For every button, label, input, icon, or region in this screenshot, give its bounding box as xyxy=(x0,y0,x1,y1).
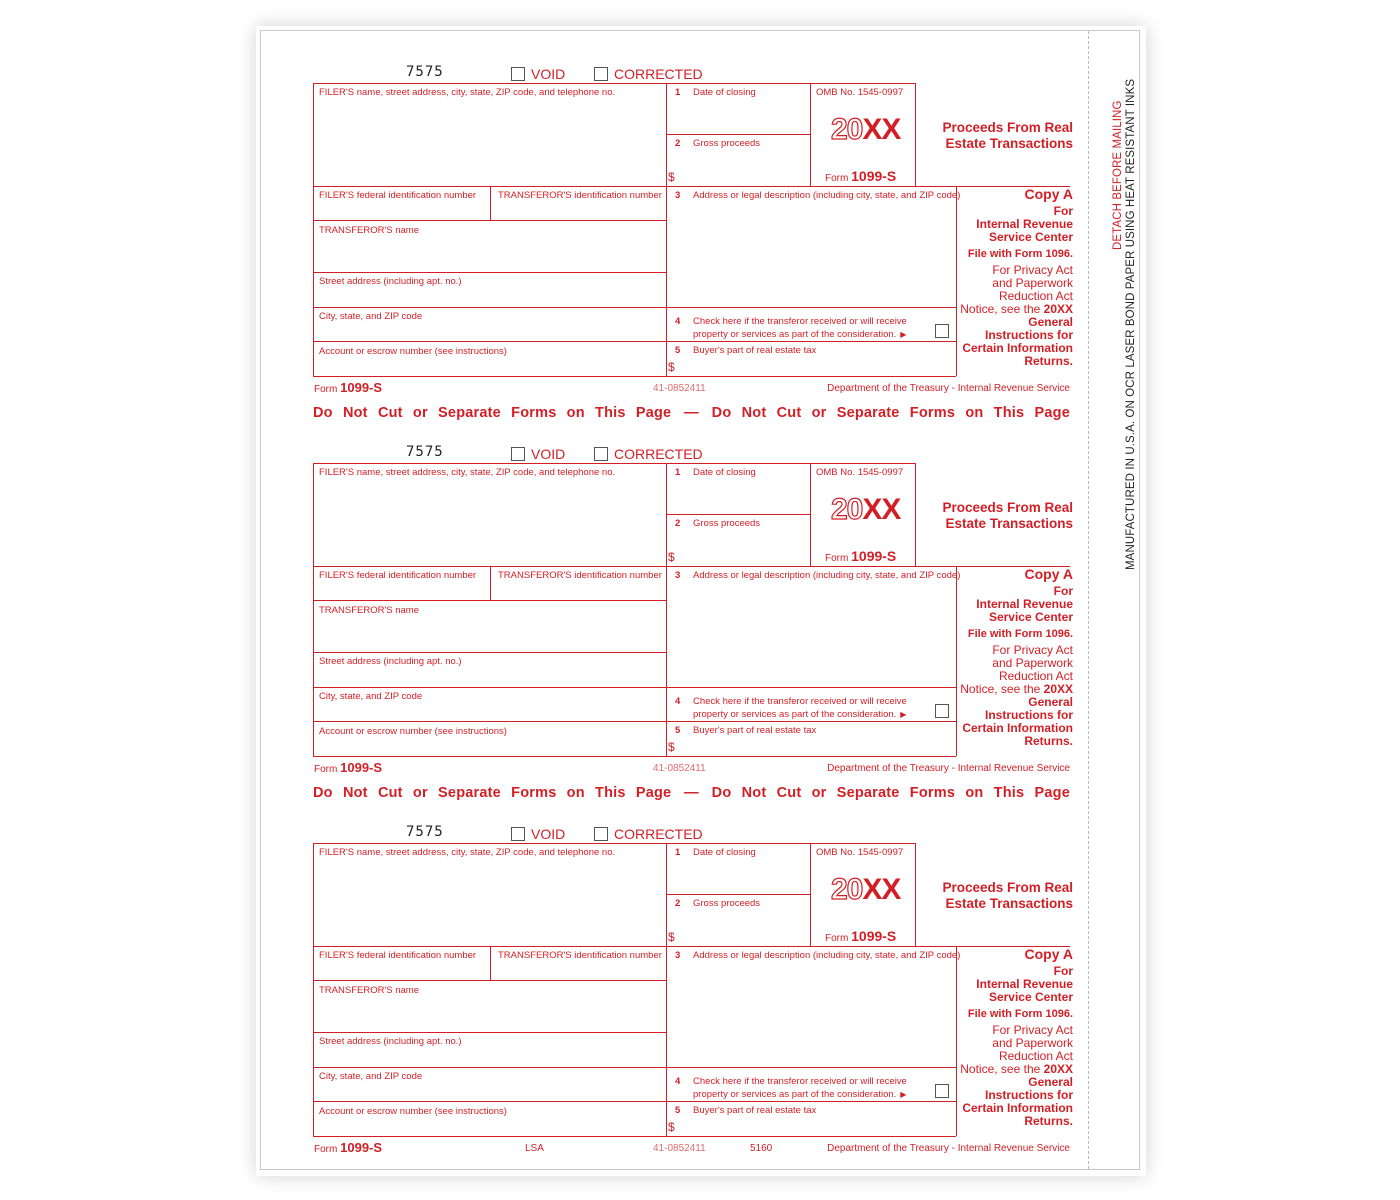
filer-name-label: FILER'S name, street address, city, state, ZIP code, and telephone no. xyxy=(319,847,616,858)
box4-label-line-2 xyxy=(693,1089,906,1100)
box5-number: 5 xyxy=(675,725,681,736)
box3-label xyxy=(675,950,960,961)
privacy-line-1: For Privacy Act xyxy=(992,643,1073,657)
copy-irs-line-2: Service Center xyxy=(988,610,1073,624)
box5-dollar-sign: $ xyxy=(668,740,675,754)
city-state-zip-label: City, state, and ZIP code xyxy=(319,311,423,322)
do-not-cut-left: Do Not Cut or Separate Forms on This Page xyxy=(313,785,672,801)
city-state-zip-label: City, state, and ZIP code xyxy=(319,1071,423,1082)
rule xyxy=(666,514,810,515)
footer-form-number xyxy=(314,380,382,395)
city-state-zip-label: City, state, and ZIP code xyxy=(319,691,423,702)
rule xyxy=(313,1032,666,1033)
box4-checkbox[interactable] xyxy=(935,704,949,718)
privacy-line-7: Certain Information xyxy=(962,341,1073,355)
form-number: 1099-S xyxy=(851,548,897,564)
box4-number: 4 xyxy=(675,1076,681,1087)
tax-year xyxy=(831,493,900,527)
file-with-form: File with Form 1096. xyxy=(967,628,1073,640)
box1-text: Date of closing xyxy=(693,847,756,858)
footer-form-id: 1099-S xyxy=(340,380,383,395)
do-not-cut-notice xyxy=(313,405,1070,421)
rule xyxy=(810,83,811,186)
rule xyxy=(810,463,811,566)
rule xyxy=(313,1067,956,1068)
form-word: Form xyxy=(825,553,849,564)
void-label: VOID xyxy=(531,66,566,82)
title-line-2: Estate Transactions xyxy=(945,136,1073,151)
box5-number: 5 xyxy=(675,1105,681,1116)
corrected-label: CORRECTED xyxy=(614,446,703,462)
footer-form-word: Form xyxy=(314,384,338,395)
box3-text: Address or legal description (including city, state, and ZIP code) xyxy=(693,570,961,581)
privacy-line-6: Instructions for xyxy=(984,328,1073,342)
rule xyxy=(956,566,957,756)
transferor-id-label: TRANSFEROR'S identification number xyxy=(498,570,662,581)
footer-catalog-number: 41-0852411 xyxy=(653,763,706,774)
copy-a-block xyxy=(960,188,1073,368)
copy-irs-line-2: Service Center xyxy=(988,230,1073,244)
filer-id-label: FILER'S federal identification number xyxy=(319,190,477,201)
box4-text-1: Check here if the transferor received or will receive xyxy=(693,696,907,707)
form-title xyxy=(942,880,1073,912)
form-word: Form xyxy=(825,173,849,184)
footer-form-id: 1099-S xyxy=(340,760,383,775)
copy-irs-line-1: Internal Revenue xyxy=(976,217,1073,231)
rule xyxy=(490,186,491,220)
box5-dollar-sign: $ xyxy=(668,360,675,374)
footer-catalog-number: 41-0852411 xyxy=(653,383,706,394)
privacy-line-5: General xyxy=(1028,695,1073,709)
account-number-label: Account or escrow number (see instructions) xyxy=(319,1106,507,1117)
arrow-right-icon: ▶ xyxy=(900,710,907,719)
title-line-1: Proceeds From Real xyxy=(942,500,1073,515)
footer-form-word: Form xyxy=(314,1144,338,1155)
form-number: 1099-S xyxy=(851,928,897,944)
box4-text-2: property or services as part of the consideration. xyxy=(693,709,897,720)
box4-label xyxy=(675,316,907,327)
privacy-notice-text: Notice, see the xyxy=(960,302,1041,316)
privacy-line-8: Returns. xyxy=(1024,1114,1073,1128)
rule xyxy=(666,843,667,1136)
privacy-line-6: Instructions for xyxy=(984,1088,1073,1102)
rule xyxy=(313,1101,956,1102)
footer-form-number xyxy=(314,760,382,775)
rule xyxy=(490,946,491,980)
do-not-cut-notice xyxy=(313,785,1070,801)
corrected-checkbox[interactable] xyxy=(594,447,608,461)
box5-dollar-sign: $ xyxy=(668,1120,675,1134)
title-line-2: Estate Transactions xyxy=(945,896,1073,911)
privacy-line-8: Returns. xyxy=(1024,354,1073,368)
copy-a-title: Copy A xyxy=(1024,566,1073,582)
transferor-name-label: TRANSFEROR'S name xyxy=(319,605,420,616)
box2-label xyxy=(675,898,760,909)
rule xyxy=(810,843,811,946)
filer-id-label: FILER'S federal identification number xyxy=(319,570,477,581)
footer-catalog-number: 41-0852411 xyxy=(653,1143,706,1154)
privacy-year: 20XX xyxy=(1043,1062,1073,1076)
corrected-label: CORRECTED xyxy=(614,826,703,842)
account-number-label: Account or escrow number (see instructions) xyxy=(319,726,507,737)
rule xyxy=(666,134,810,135)
rule xyxy=(666,894,810,895)
copy-irs-line-2: Service Center xyxy=(988,990,1073,1004)
box4-number: 4 xyxy=(675,316,681,327)
rule xyxy=(490,566,491,600)
corrected-checkbox[interactable] xyxy=(594,67,608,81)
form-1099s-2 xyxy=(313,444,1073,793)
box3-text: Address or legal description (including city, state, and ZIP code) xyxy=(693,190,961,201)
box2-label xyxy=(675,518,760,529)
box4-label-line-2 xyxy=(693,709,906,720)
do-not-cut-dash: — xyxy=(684,785,699,801)
box4-number: 4 xyxy=(675,696,681,707)
box2-label xyxy=(675,138,760,149)
transferor-name-label: TRANSFEROR'S name xyxy=(319,985,420,996)
void-checkbox[interactable] xyxy=(511,67,525,81)
rule xyxy=(313,341,956,342)
box3-label xyxy=(675,190,960,201)
title-line-1: Proceeds From Real xyxy=(942,120,1073,135)
copy-a-block xyxy=(960,948,1073,1128)
perforation-line xyxy=(1088,31,1089,1169)
footer-department: Department of the Treasury - Internal Revenue Service xyxy=(827,383,1070,394)
box5-text: Buyer's part of real estate tax xyxy=(693,1105,817,1116)
do-not-cut-dash: — xyxy=(684,405,699,421)
privacy-notice-text: Notice, see the xyxy=(960,682,1041,696)
footer-form-id: 1099-S xyxy=(340,1140,383,1155)
box3-number: 3 xyxy=(675,190,681,201)
box1-label xyxy=(675,467,756,478)
year-suffix: XX xyxy=(862,493,901,526)
privacy-notice-text: Notice, see the xyxy=(960,1062,1041,1076)
footer-code: 5160 xyxy=(750,1143,773,1154)
void-checkbox[interactable] xyxy=(511,447,525,461)
box4-label xyxy=(675,1076,907,1087)
box4-label xyxy=(675,696,907,707)
rule xyxy=(313,721,956,722)
transferor-id-label: TRANSFEROR'S identification number xyxy=(498,190,662,201)
box5-label xyxy=(675,345,816,356)
rule xyxy=(915,83,916,186)
street-address-label: Street address (including apt. no.) xyxy=(319,656,462,667)
rule xyxy=(313,463,915,464)
box4-checkbox[interactable] xyxy=(935,324,949,338)
privacy-line-1: For Privacy Act xyxy=(992,1023,1073,1037)
rule xyxy=(666,83,667,376)
form-word: Form xyxy=(825,933,849,944)
form-title xyxy=(942,500,1073,532)
corrected-label: CORRECTED xyxy=(614,66,703,82)
filer-name-label: FILER'S name, street address, city, state, ZIP code, and telephone no. xyxy=(319,87,616,98)
rule xyxy=(313,220,666,221)
copy-for: For xyxy=(1053,964,1073,978)
file-with-form: File with Form 1096. xyxy=(967,248,1073,260)
transferor-name-label: TRANSFEROR'S name xyxy=(319,225,420,236)
form-1099s-1 xyxy=(313,64,1073,413)
privacy-line-6: Instructions for xyxy=(984,708,1073,722)
void-label: VOID xyxy=(531,446,566,462)
form-number: 1099-S xyxy=(851,168,897,184)
copy-for: For xyxy=(1053,204,1073,218)
void-checkbox[interactable] xyxy=(511,827,525,841)
omb-number: OMB No. 1545-0997 xyxy=(816,87,904,98)
arrow-right-icon: ▶ xyxy=(900,330,907,339)
rule xyxy=(313,376,956,377)
tax-year xyxy=(831,113,900,147)
box2-dollar-sign: $ xyxy=(668,170,675,184)
privacy-line-2: and Paperwork xyxy=(992,1036,1073,1050)
box2-text: Gross proceeds xyxy=(693,898,761,909)
rule xyxy=(313,600,666,601)
form-title xyxy=(942,120,1073,152)
year-prefix: 20 xyxy=(831,873,863,906)
box5-text: Buyer's part of real estate tax xyxy=(693,725,817,736)
privacy-line-7: Certain Information xyxy=(962,1101,1073,1115)
rule xyxy=(666,463,667,756)
box2-text: Gross proceeds xyxy=(693,138,761,149)
title-line-2: Estate Transactions xyxy=(945,516,1073,531)
rule xyxy=(313,652,666,653)
privacy-line-2: and Paperwork xyxy=(992,276,1073,290)
form-code: 7575 xyxy=(406,444,444,460)
rule xyxy=(313,687,956,688)
box2-number: 2 xyxy=(675,518,681,529)
form-1099s-3 xyxy=(313,824,1073,1173)
copy-for: For xyxy=(1053,584,1073,598)
account-number-label: Account or escrow number (see instructions) xyxy=(319,346,507,357)
footer-lsa: LSA xyxy=(525,1143,544,1154)
copy-a-title: Copy A xyxy=(1024,186,1073,202)
filer-id-label: FILER'S federal identification number xyxy=(319,950,477,961)
privacy-line-8: Returns. xyxy=(1024,734,1073,748)
rule xyxy=(313,980,666,981)
tax-year xyxy=(831,873,900,907)
box2-dollar-sign: $ xyxy=(668,930,675,944)
rule xyxy=(313,83,915,84)
rule xyxy=(313,843,915,844)
box2-number: 2 xyxy=(675,138,681,149)
rule xyxy=(915,463,916,566)
box3-label xyxy=(675,570,960,581)
rule xyxy=(313,307,956,308)
form-number-label xyxy=(825,168,896,184)
box1-label xyxy=(675,847,756,858)
year-suffix: XX xyxy=(862,873,901,906)
box2-dollar-sign: $ xyxy=(668,550,675,564)
box1-number: 1 xyxy=(675,87,681,98)
copy-a-title: Copy A xyxy=(1024,946,1073,962)
transferor-id-label: TRANSFEROR'S identification number xyxy=(498,950,662,961)
rule xyxy=(313,843,314,1136)
box3-text: Address or legal description (including city, state, and ZIP code) xyxy=(693,950,961,961)
omb-number: OMB No. 1545-0997 xyxy=(816,467,904,478)
privacy-line-3: Reduction Act xyxy=(998,289,1073,303)
box4-text-2: property or services as part of the consideration. xyxy=(693,329,897,340)
box5-label xyxy=(675,1105,816,1116)
box1-label xyxy=(675,87,756,98)
privacy-year: 20XX xyxy=(1043,302,1073,316)
rule xyxy=(313,463,314,756)
detach-notice: DETACH BEFORE MAILING xyxy=(1112,100,1124,250)
box4-label-line-2 xyxy=(693,329,906,340)
box4-text-2: property or services as part of the consideration. xyxy=(693,1089,897,1100)
privacy-line-1: For Privacy Act xyxy=(992,263,1073,277)
privacy-line-5: General xyxy=(1028,1075,1073,1089)
rule xyxy=(956,186,957,376)
rule xyxy=(313,83,314,376)
year-prefix: 20 xyxy=(831,493,863,526)
do-not-cut-right: Do Not Cut or Separate Forms on This Page xyxy=(711,785,1070,801)
box1-number: 1 xyxy=(675,847,681,858)
box1-number: 1 xyxy=(675,467,681,478)
arrow-right-icon: ▶ xyxy=(900,1090,907,1099)
copy-irs-line-1: Internal Revenue xyxy=(976,977,1073,991)
box4-text-1: Check here if the transferor received or will receive xyxy=(693,1076,907,1087)
privacy-line-3: Reduction Act xyxy=(998,669,1073,683)
file-with-form: File with Form 1096. xyxy=(967,1008,1073,1020)
street-address-label: Street address (including apt. no.) xyxy=(319,276,462,287)
privacy-line-2: and Paperwork xyxy=(992,656,1073,670)
box1-text: Date of closing xyxy=(693,87,756,98)
year-suffix: XX xyxy=(862,113,901,146)
box3-number: 3 xyxy=(675,950,681,961)
do-not-cut-right: Do Not Cut or Separate Forms on This Page xyxy=(711,405,1070,421)
copy-irs-line-1: Internal Revenue xyxy=(976,597,1073,611)
rule xyxy=(915,843,916,946)
form-code: 7575 xyxy=(406,824,444,840)
footer-form-number xyxy=(314,1140,382,1155)
privacy-line-3: Reduction Act xyxy=(998,1049,1073,1063)
box4-text-1: Check here if the transferor received or will receive xyxy=(693,316,907,327)
box5-number: 5 xyxy=(675,345,681,356)
omb-number: OMB No. 1545-0997 xyxy=(816,847,904,858)
rule xyxy=(956,946,957,1136)
box4-checkbox[interactable] xyxy=(935,1084,949,1098)
rule xyxy=(313,1136,956,1137)
rule xyxy=(313,272,666,273)
corrected-checkbox[interactable] xyxy=(594,827,608,841)
do-not-cut-left: Do Not Cut or Separate Forms on This Page xyxy=(313,405,672,421)
void-label: VOID xyxy=(531,826,566,842)
privacy-line-7: Certain Information xyxy=(962,721,1073,735)
rule xyxy=(313,756,956,757)
box2-text: Gross proceeds xyxy=(693,518,761,529)
title-line-1: Proceeds From Real xyxy=(942,880,1073,895)
box5-text: Buyer's part of real estate tax xyxy=(693,345,817,356)
box5-label xyxy=(675,725,816,736)
form-code: 7575 xyxy=(406,64,444,80)
privacy-line-5: General xyxy=(1028,315,1073,329)
box1-text: Date of closing xyxy=(693,467,756,478)
box3-number: 3 xyxy=(675,570,681,581)
privacy-year: 20XX xyxy=(1043,682,1073,696)
footer-form-word: Form xyxy=(314,764,338,775)
filer-name-label: FILER'S name, street address, city, state, ZIP code, and telephone no. xyxy=(319,467,616,478)
copy-a-block xyxy=(960,568,1073,748)
side-margin-text xyxy=(1112,80,1142,580)
box2-number: 2 xyxy=(675,898,681,909)
manufactured-notice: MANUFACTURED IN U.S.A. ON OCR LASER BOND PAPER USING HEAT RESISTANT INKS xyxy=(1125,78,1137,570)
footer-department: Department of the Treasury - Internal Revenue Service xyxy=(827,1143,1070,1154)
form-number-label xyxy=(825,928,896,944)
year-prefix: 20 xyxy=(831,113,863,146)
street-address-label: Street address (including apt. no.) xyxy=(319,1036,462,1047)
form-number-label xyxy=(825,548,896,564)
footer-department: Department of the Treasury - Internal Revenue Service xyxy=(827,763,1070,774)
